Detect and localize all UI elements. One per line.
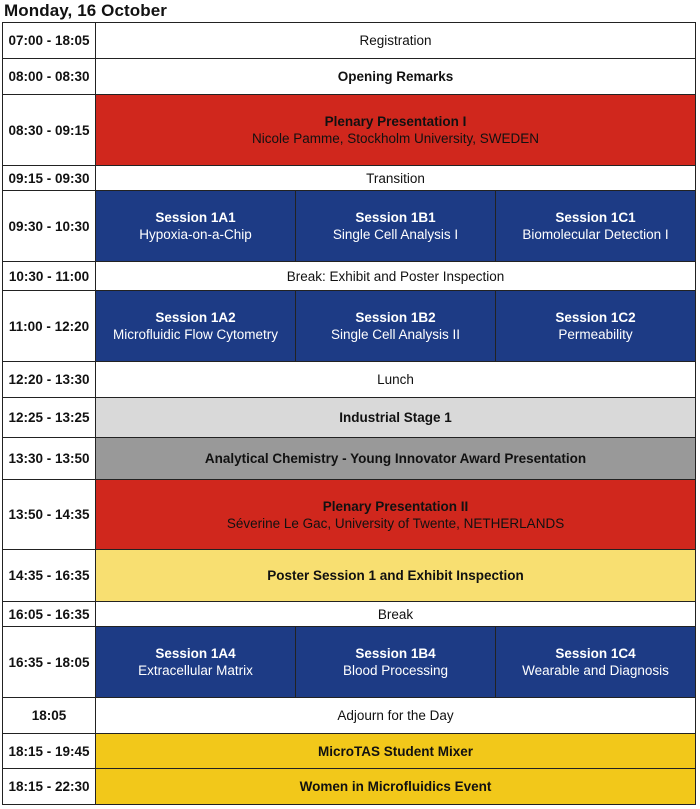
session-cell <box>96 627 296 698</box>
session-topic: Permeability <box>558 327 633 342</box>
time-cell: 14:35 - 16:35 <box>3 550 96 602</box>
session-topic: Extracellular Matrix <box>138 663 253 678</box>
time-cell: 09:30 - 10:30 <box>3 191 96 262</box>
time-cell: 13:50 - 14:35 <box>3 480 96 550</box>
session-cell <box>296 291 496 362</box>
event-title: Plenary Presentation I <box>324 114 467 129</box>
table-row <box>3 262 696 291</box>
event-award-presentation: Analytical Chemistry - Young Innovator Award Presentation <box>96 438 696 480</box>
table-row <box>3 362 696 398</box>
time-cell: 18:15 - 19:45 <box>3 734 96 769</box>
time-cell: 13:30 - 13:50 <box>3 438 96 480</box>
session-title: Session 1A1 <box>155 210 236 225</box>
event-women-microfluidics: Women in Microfluidics Event <box>96 769 696 805</box>
event-plenary-2 <box>96 480 696 550</box>
table-row <box>3 480 696 550</box>
table-row <box>3 23 696 59</box>
time-cell: 16:05 - 16:35 <box>3 602 96 627</box>
table-row <box>3 191 696 262</box>
session-cell <box>496 627 696 698</box>
table-row <box>3 550 696 602</box>
table-row <box>3 291 696 362</box>
table-row <box>3 95 696 166</box>
session-topic: Blood Processing <box>342 663 449 678</box>
session-cell <box>296 627 496 698</box>
table-row <box>3 698 696 734</box>
session-cell <box>496 291 696 362</box>
event-plenary-1 <box>96 95 696 166</box>
time-cell: 08:30 - 09:15 <box>3 95 96 166</box>
event-opening-remarks: Opening Remarks <box>96 59 696 95</box>
table-row <box>3 734 696 769</box>
session-title: Session 1A4 <box>155 646 236 661</box>
session-topic: Microfluidic Flow Cytometry <box>112 327 279 342</box>
event-lunch: Lunch <box>96 362 696 398</box>
time-cell: 07:00 - 18:05 <box>3 23 96 59</box>
event-industrial-stage: Industrial Stage 1 <box>96 398 696 438</box>
session-topic: Single Cell Analysis II <box>330 327 461 342</box>
event-break-exhibit: Break: Exhibit and Poster Inspection <box>96 262 696 291</box>
time-cell: 18:05 <box>3 698 96 734</box>
event-registration: Registration <box>96 23 696 59</box>
session-title: Session 1B2 <box>355 310 436 325</box>
session-title: Session 1B4 <box>355 646 436 661</box>
session-topic: Single Cell Analysis I <box>332 227 459 242</box>
event-speaker: Séverine Le Gac, University of Twente, NETHERLANDS <box>226 515 565 531</box>
table-row <box>3 59 696 95</box>
session-title: Session 1C4 <box>555 646 636 661</box>
session-cell <box>296 191 496 262</box>
session-title: Session 1C1 <box>555 210 636 225</box>
event-transition: Transition <box>96 166 696 191</box>
table-row <box>3 769 696 805</box>
session-topic: Biomolecular Detection I <box>522 227 669 242</box>
time-cell: 18:15 - 22:30 <box>3 769 96 805</box>
session-cell <box>96 191 296 262</box>
table-row <box>3 602 696 627</box>
event-title: Plenary Presentation II <box>322 498 469 514</box>
time-cell: 16:35 - 18:05 <box>3 627 96 698</box>
time-cell: 12:25 - 13:25 <box>3 398 96 438</box>
event-adjourn: Adjourn for the Day <box>96 698 696 734</box>
event-poster-session: Poster Session 1 and Exhibit Inspection <box>96 550 696 602</box>
session-title: Session 1A2 <box>155 310 236 325</box>
session-title: Session 1B1 <box>355 210 436 225</box>
time-cell: 10:30 - 11:00 <box>3 262 96 291</box>
table-row <box>3 398 696 438</box>
table-row <box>3 438 696 480</box>
schedule-table <box>2 22 696 805</box>
session-cell <box>496 191 696 262</box>
page-title: Monday, 16 October <box>4 1 168 20</box>
time-cell: 12:20 - 13:30 <box>3 362 96 398</box>
session-topic: Hypoxia-on-a-Chip <box>139 227 252 242</box>
session-topic: Wearable and Diagnosis <box>522 663 669 678</box>
event-break: Break <box>96 602 696 627</box>
time-cell: 08:00 - 08:30 <box>3 59 96 95</box>
event-speaker: Nicole Pamme, Stockholm University, SWEDEN <box>251 131 540 146</box>
time-cell: 09:15 - 09:30 <box>3 166 96 191</box>
table-row <box>3 627 696 698</box>
time-cell: 11:00 - 12:20 <box>3 291 96 362</box>
event-student-mixer: MicroTAS Student Mixer <box>96 734 696 769</box>
session-cell <box>96 291 296 362</box>
table-row <box>3 166 696 191</box>
session-title: Session 1C2 <box>555 310 636 325</box>
